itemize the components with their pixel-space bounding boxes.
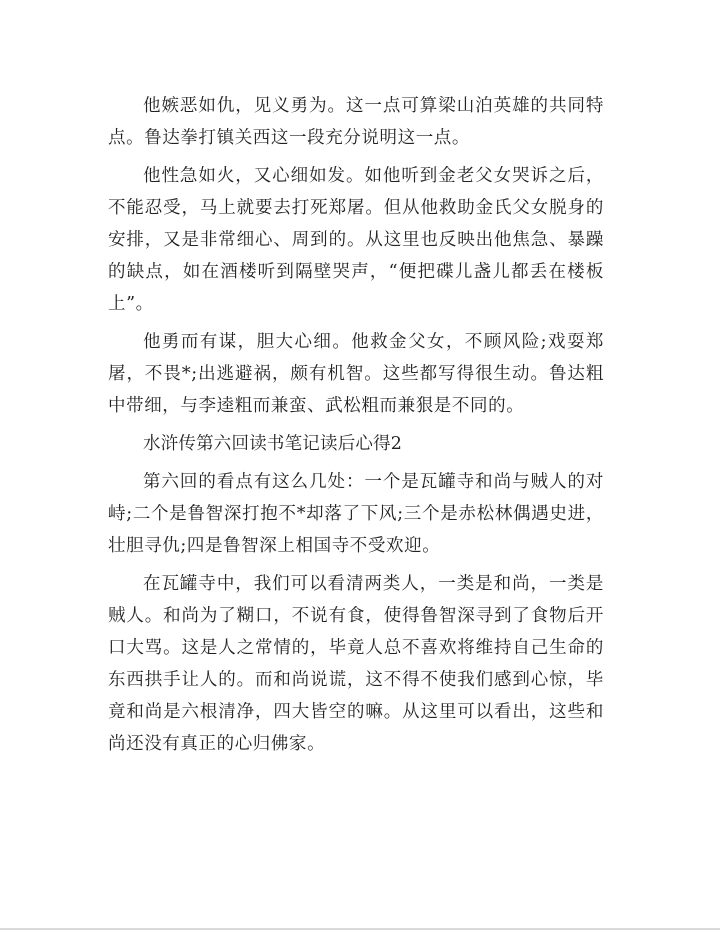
paragraph-wa-guan-temple: 在瓦罐寺中，我们可以看清两类人，一类是和尚，一类是贼人。和尚为了糊口，不说有食，使得鲁智深寻到了食物后开口大骂。这是人之常情的，毕竟人总不喜欢将维持自己生命的东西拱手让人的。而和尚说谎，这不得不使我们感到心惊，毕竟和尚是六根清净，四大皆空的嘛。从这里可以看出，这些和尚还没有真正的心归佛家。 xyxy=(108,574,604,754)
page-bottom-divider xyxy=(0,928,720,930)
section-heading: 水浒传第六回读书笔记读后心得2 xyxy=(143,434,403,454)
paragraph-character-courage: 他勇而有谋，胆大心细。他救金父女，不顾风险;戏耍郑屠，不畏*;出逃避祸，颇有机智。这些都写得很生动。鲁达粗中带细，与李逵粗而兼蛮、武松粗而兼狠是不同的。 xyxy=(108,332,604,416)
paragraph-character-justice: 他嫉恶如仇，见义勇为。这一点可算梁山泊英雄的共同特点。鲁达拳打镇关西这一段充分说明这一点。 xyxy=(108,96,604,148)
document-body xyxy=(108,90,604,766)
paragraph-character-temper: 他性急如火，又心细如发。如他听到金老父女哭诉之后，不能忍受，马上就要去打死郑屠。但从他救助金氏父女脱身的安排，又是非常细心、周到的。从这里也反映出他焦急、暴躁的缺点，如在酒楼听到隔壁哭声，“便把碟儿盏儿都丢在楼板上”。 xyxy=(108,166,604,314)
paragraph-chapter-six-highlights: 第六回的看点有这么几处：一个是瓦罐寺和尚与贼人的对峙;二个是鲁智深打抱不*却落了下风;三个是赤松林偶遇史进，壮胆寻仇;四是鲁智深上相国寺不受欢迎。 xyxy=(108,472,604,556)
